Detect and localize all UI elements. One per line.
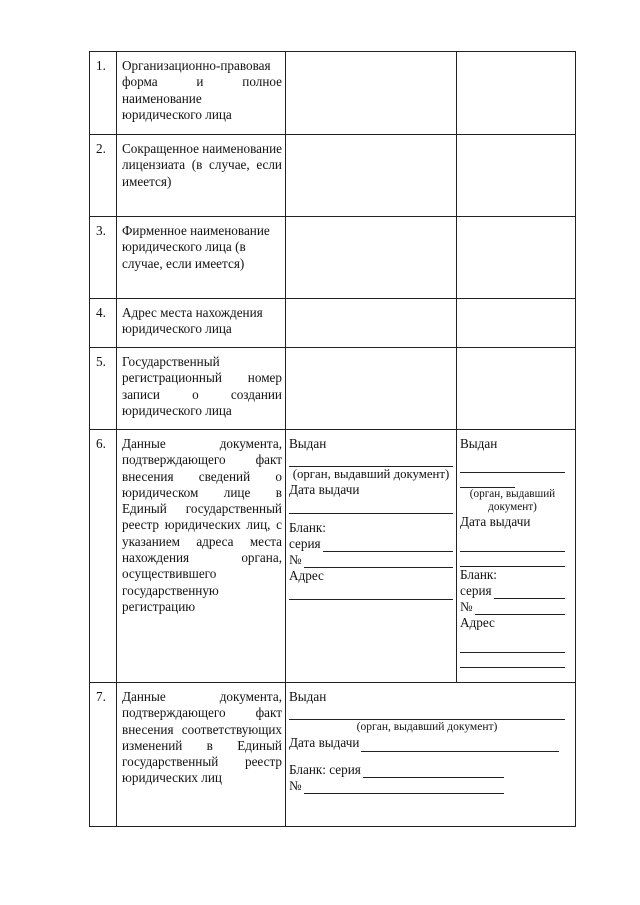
table-row — [90, 52, 576, 135]
row-label: Данные документа, подтверждающего факт внесения сведений о юридическом лице в Единый государственный реестр юридических лиц, с указанием адреса места нахождения органа, осуществившего государственную регистрацию — [122, 436, 282, 614]
issuer-caption: (орган, выдавший документ) — [356, 721, 498, 734]
row-number: 5. — [96, 354, 106, 369]
value-cell[interactable] — [457, 299, 576, 348]
issue-date-label: Дата выдачи — [289, 735, 360, 751]
blank-label: Бланк: — [289, 519, 326, 535]
row-number: 3. — [96, 223, 106, 238]
number-field[interactable] — [304, 781, 504, 794]
row-number: 1. — [96, 58, 106, 73]
issue-date-label: Дата выдачи — [460, 514, 531, 530]
address-field[interactable] — [460, 638, 565, 653]
issuer-field[interactable] — [289, 705, 565, 720]
number-label: № — [460, 599, 473, 615]
series-field[interactable] — [494, 586, 565, 599]
value-cell[interactable] — [286, 135, 457, 217]
issuer-caption: (орган, выдавший документ) — [469, 488, 556, 514]
table-row — [90, 135, 576, 217]
issue-date-field[interactable] — [460, 537, 565, 552]
value-cell[interactable] — [457, 135, 576, 217]
address-label: Адрес — [289, 568, 324, 584]
table-row — [90, 430, 576, 683]
table-row — [90, 217, 576, 299]
license-form-table — [89, 51, 576, 827]
issued-label: Выдан — [289, 689, 327, 704]
issued-label: Выдан — [289, 436, 327, 451]
number-field[interactable] — [304, 555, 453, 568]
issuer-caption: (орган, выдавший документ) — [292, 467, 450, 482]
issuer-field[interactable] — [460, 458, 565, 473]
value-cell[interactable] — [286, 348, 457, 430]
number-label: № — [289, 777, 302, 793]
issued-label: Выдан — [460, 436, 498, 451]
row-number: 7. — [96, 689, 106, 704]
series-label: серия — [289, 535, 321, 551]
row-label: Государственный регистрационный номер записи о создании юридического лица — [122, 354, 282, 418]
row-label: Данные документа, подтверждающего факт внесения соответствующих изменений в Единый государственный реестр юридических лиц — [122, 689, 282, 786]
issue-date-label: Дата выдачи — [289, 482, 360, 498]
row-label: Адрес места нахождения юридического лица — [122, 305, 263, 337]
series-field[interactable] — [323, 539, 453, 552]
issuer-field-continued[interactable] — [460, 473, 515, 488]
address-label: Адрес — [460, 615, 495, 631]
issuer-field[interactable] — [289, 452, 453, 467]
issue-date-field-continued[interactable] — [460, 552, 565, 567]
number-label: № — [289, 552, 302, 568]
row-number: 6. — [96, 436, 106, 451]
blank-series-label: Бланк: серия — [289, 761, 361, 777]
issue-date-field[interactable] — [289, 499, 453, 514]
series-label: серия — [460, 582, 492, 598]
series-field[interactable] — [363, 765, 504, 778]
address-field-continued[interactable] — [460, 653, 565, 668]
table-row — [90, 683, 576, 827]
address-field[interactable] — [289, 585, 453, 600]
row-label: Фирменное наименование юридического лица (в случае, если имеется) — [122, 223, 270, 271]
blank-label: Бланк: — [460, 566, 497, 582]
value-cell[interactable] — [457, 348, 576, 430]
row-number: 4. — [96, 305, 106, 320]
number-field[interactable] — [475, 602, 565, 615]
table-row — [90, 299, 576, 348]
row-number: 2. — [96, 141, 106, 156]
value-cell[interactable] — [457, 217, 576, 299]
row-label: Организационно-правовая форма и полное наименование юридического лица — [122, 58, 282, 122]
table-row — [90, 348, 576, 430]
issue-date-field[interactable] — [361, 739, 559, 752]
value-cell[interactable] — [286, 217, 457, 299]
value-cell[interactable] — [286, 52, 457, 135]
value-cell[interactable] — [457, 52, 576, 135]
row-label: Сокращенное наименование лицензиата (в случае, если имеется) — [122, 141, 282, 189]
value-cell[interactable] — [286, 299, 457, 348]
